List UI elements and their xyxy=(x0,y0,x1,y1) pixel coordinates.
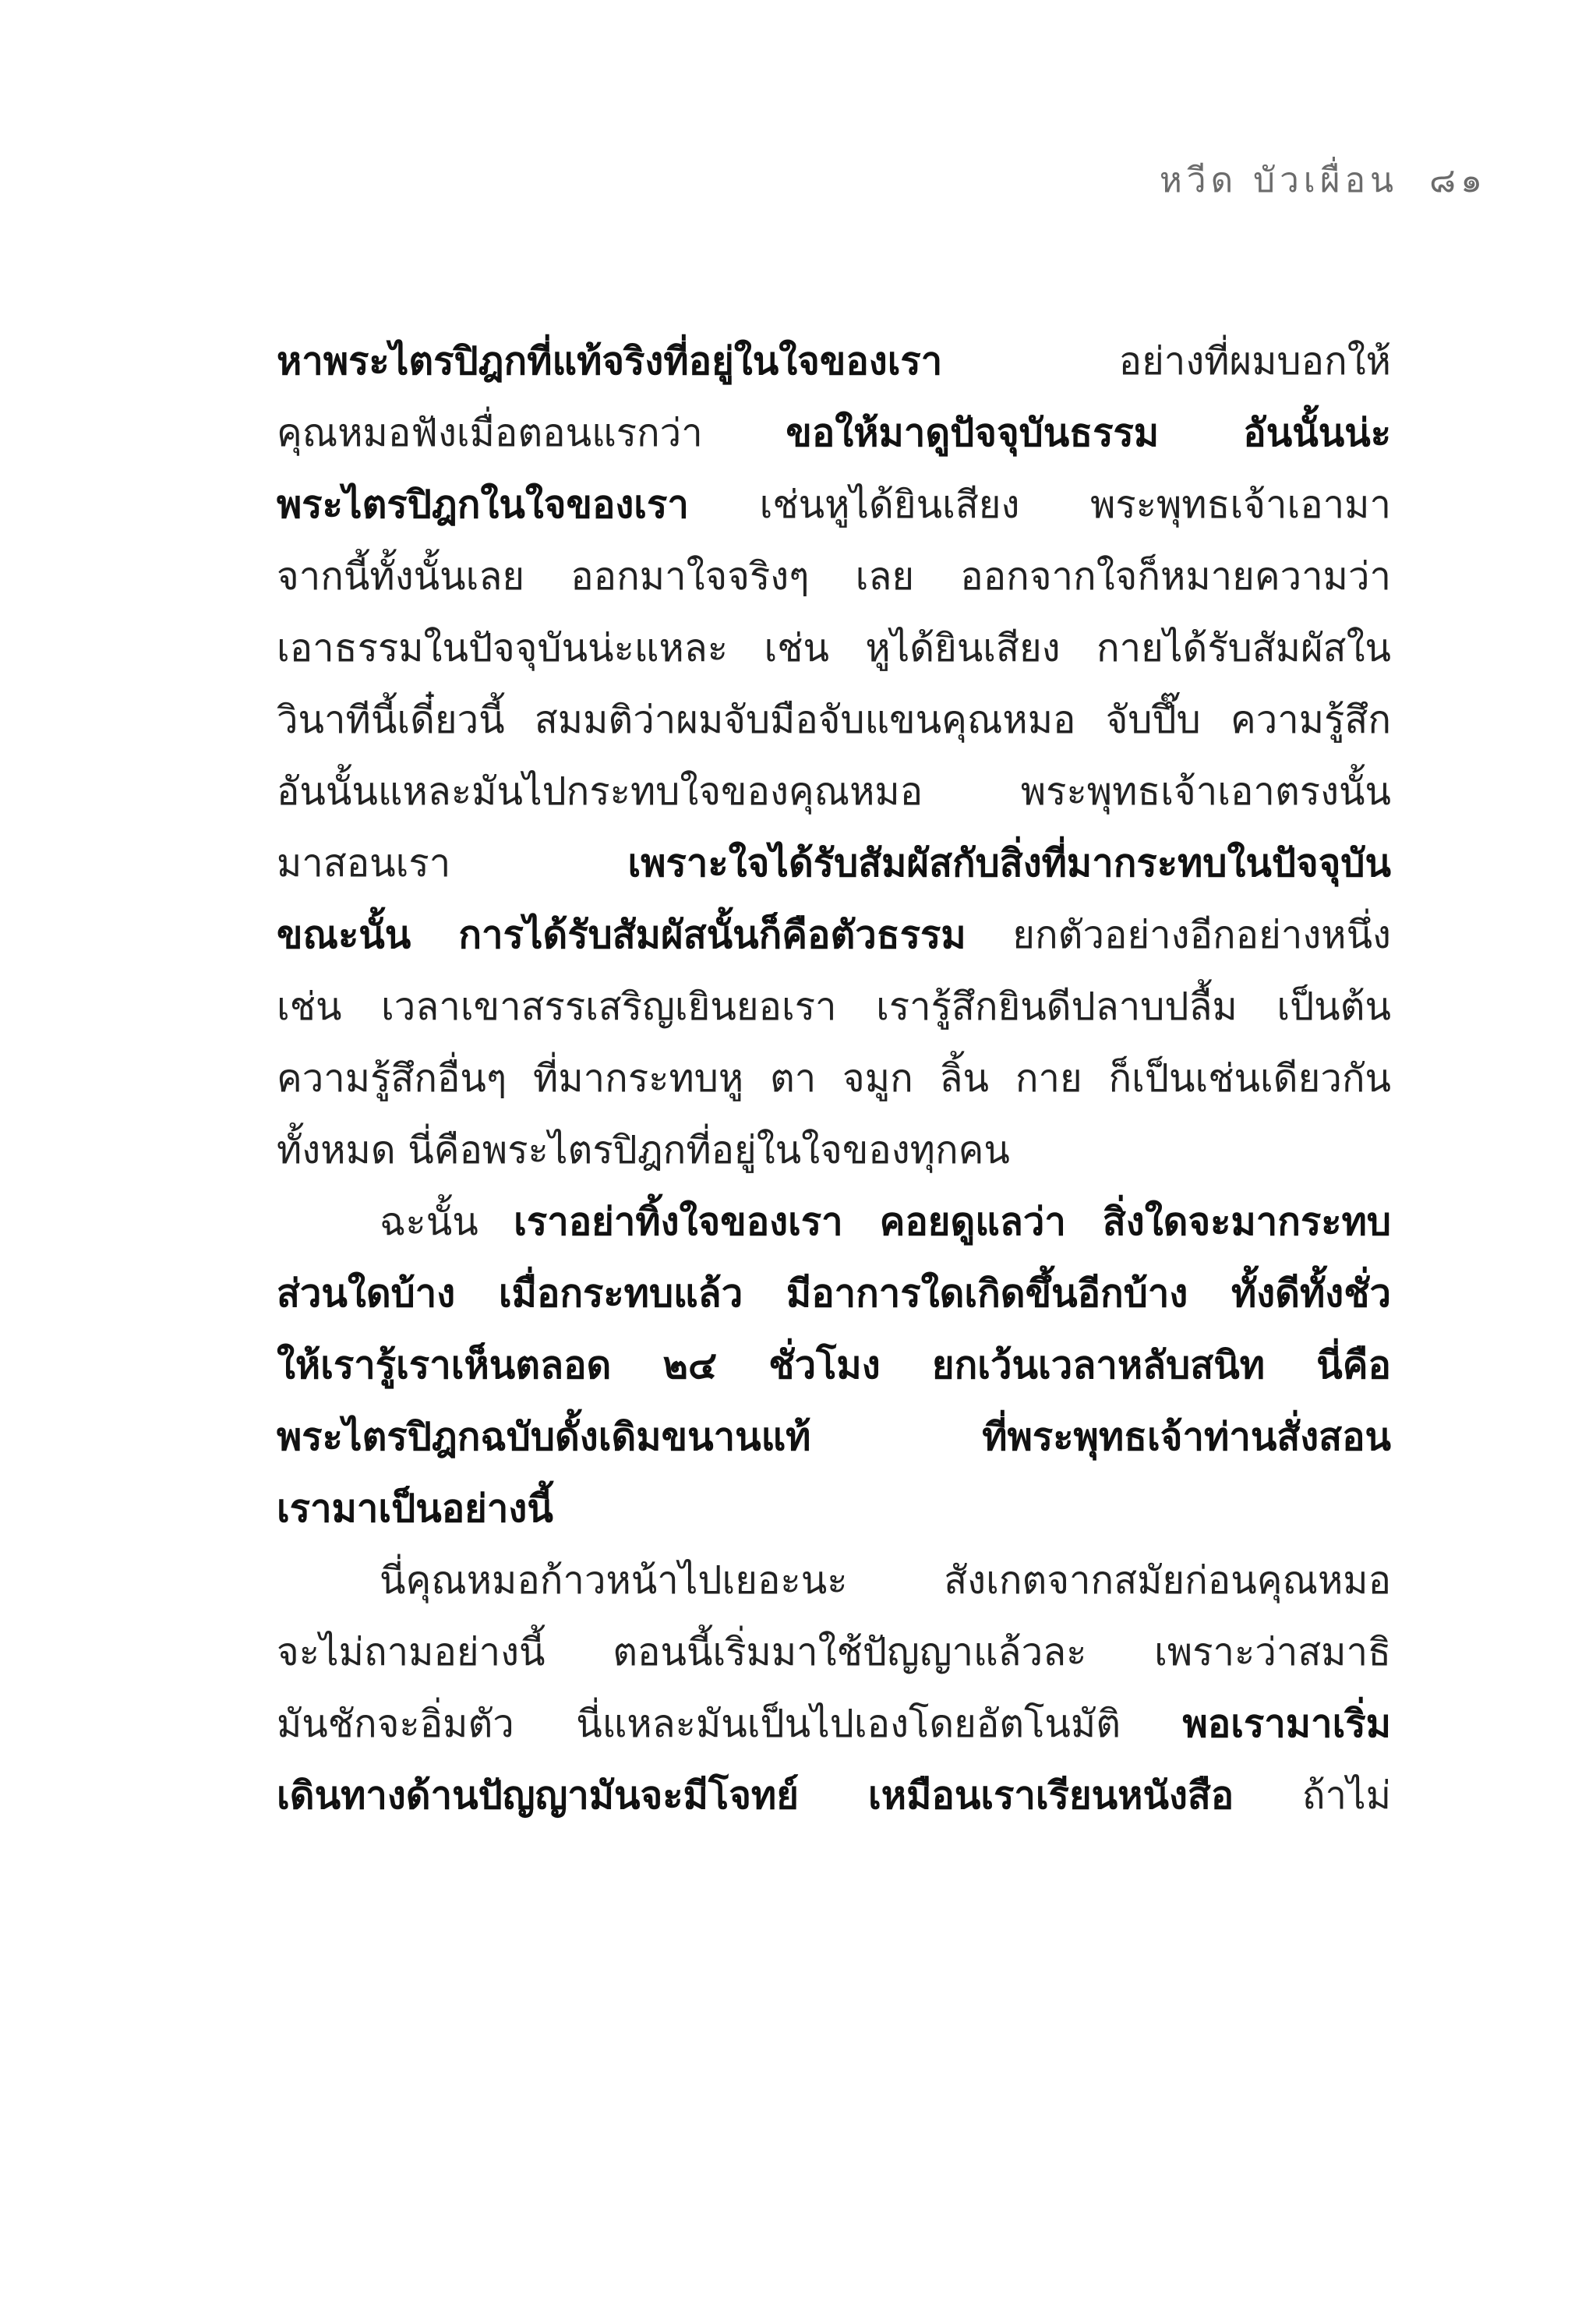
text-line xyxy=(277,900,1391,971)
bold-text-run: เดินทางด้านปัญญามันจะมีโจทย์ เหมือนเราเรียนหนังสือ xyxy=(277,1773,1234,1818)
text-run: อย่างที่ผมบอกให้ xyxy=(942,339,1391,384)
body-text xyxy=(277,326,1391,1832)
text-line xyxy=(277,1473,1391,1545)
text-line xyxy=(277,1043,1391,1115)
text-line xyxy=(277,971,1391,1043)
text-line xyxy=(277,756,1391,828)
text-line xyxy=(277,684,1391,756)
text-line xyxy=(277,541,1391,613)
text-run: วินาทีนี้เดี๋ยวนี้ สมมติว่าผมจับมือจับแขนคุณหมอ จับปึ๊บ ความรู้สึก xyxy=(277,698,1391,742)
bold-text-run: เรามาเป็นอย่างนี้ xyxy=(277,1487,553,1531)
bold-text-run: ขอให้มาดูปัจจุบันธรรม อันนั้นน่ะ xyxy=(786,411,1392,455)
text-line xyxy=(277,828,1391,900)
bold-text-run: ให้เรารู้เราเห็นตลอด ๒๔ ชั่วโมง ยกเว้นเวลาหลับสนิท นี่คือ xyxy=(277,1343,1391,1388)
bold-text-run: เพราะใจได้รับสัมผัสกับสิ่งที่มากระทบในปัจจุบัน xyxy=(627,841,1391,886)
text-line xyxy=(277,1760,1391,1832)
running-title: หวีด บัวเผื่อน xyxy=(1159,161,1399,200)
text-run: คุณหมอฟังเมื่อตอนแรกว่า xyxy=(277,411,786,455)
text-line xyxy=(277,613,1391,684)
text-line xyxy=(277,1688,1391,1760)
text-run: ทั้งหมด นี่คือพระไตรปิฎกที่อยู่ในใจของทุกคน xyxy=(277,1128,1010,1172)
page-number: ๘๑ xyxy=(1429,161,1487,200)
bold-text-run: พระไตรปิฎกฉบับดั้งเดิมขนานแท้ ที่พระพุทธเจ้าท่านสั่งสอน xyxy=(277,1415,1391,1459)
bold-text-run: ขณะนั้น การได้รับสัมผัสนั้นก็คือตัวธรรม xyxy=(277,913,966,957)
text-run: อันนั้นแหละมันไปกระทบใจของคุณหมอ พระพุทธเจ้าเอาตรงนั้น xyxy=(277,769,1391,814)
text-run: มันชักจะอิ่มตัว นี่แหละมันเป็นไปเองโดยอัตโนมัติ xyxy=(277,1702,1183,1746)
text-run: เช่นหูได้ยินเสียง พระพุทธเจ้าเอามา xyxy=(688,483,1391,527)
text-line xyxy=(277,398,1391,469)
text-run: จะไม่ถามอย่างนี้ ตอนนี้เริ่มมาใช้ปัญญาแล้วละ เพราะว่าสมาธิ xyxy=(277,1630,1391,1674)
text-run: นี่คุณหมอก้าวหน้าไปเยอะนะ สังเกตจากสมัยก่อนคุณหมอ xyxy=(380,1558,1391,1603)
text-run: เอาธรรมในปัจจุบันน่ะแหละ เช่น หูได้ยินเสียง กายได้รับสัมผัสใน xyxy=(277,626,1391,670)
text-run: ฉะนั้น xyxy=(380,1200,514,1244)
text-line xyxy=(277,1330,1391,1402)
text-run: จากนี้ทั้งนั้นเลย ออกมาใจจริงๆ เลย ออกจากใจก็หมายความว่า xyxy=(277,554,1391,599)
bold-text-run: พระไตรปิฎกในใจของเรา xyxy=(277,483,689,527)
text-line xyxy=(277,1617,1391,1688)
bold-text-run: ส่วนใดบ้าง เมื่อกระทบแล้ว มีอาการใดเกิดขึ้นอีกบ้าง ทั้งดีทั้งชั่ว xyxy=(277,1271,1391,1316)
text-run: ถ้าไม่ xyxy=(1234,1773,1391,1818)
text-line xyxy=(277,1545,1391,1617)
running-header xyxy=(1160,153,1487,207)
text-line xyxy=(277,1115,1391,1186)
text-run: มาสอนเรา xyxy=(277,841,628,886)
text-run: ความรู้สึกอื่นๆ ที่มากระทบหู ตา จมูก ลิ้น กาย ก็เป็นเช่นเดียวกัน xyxy=(277,1056,1391,1101)
text-line xyxy=(277,1258,1391,1330)
text-line xyxy=(277,326,1391,398)
bold-text-run: เราอย่าทิ้งใจของเรา คอยดูแลว่า สิ่งใดจะมากระทบ xyxy=(514,1200,1391,1244)
bold-text-run: หาพระไตรปิฎกที่แท้จริงที่อยู่ในใจของเรา xyxy=(277,339,943,384)
text-line xyxy=(277,1186,1391,1258)
bold-text-run: พอเรามาเริ่ม xyxy=(1182,1702,1391,1746)
text-line xyxy=(277,469,1391,541)
text-line xyxy=(277,1402,1391,1473)
text-run: ยกตัวอย่างอีกอย่างหนึ่ง xyxy=(966,913,1391,957)
text-run: เช่น เวลาเขาสรรเสริญเยินยอเรา เรารู้สึกยินดีปลาบปลื้ม เป็นต้น xyxy=(277,985,1391,1029)
